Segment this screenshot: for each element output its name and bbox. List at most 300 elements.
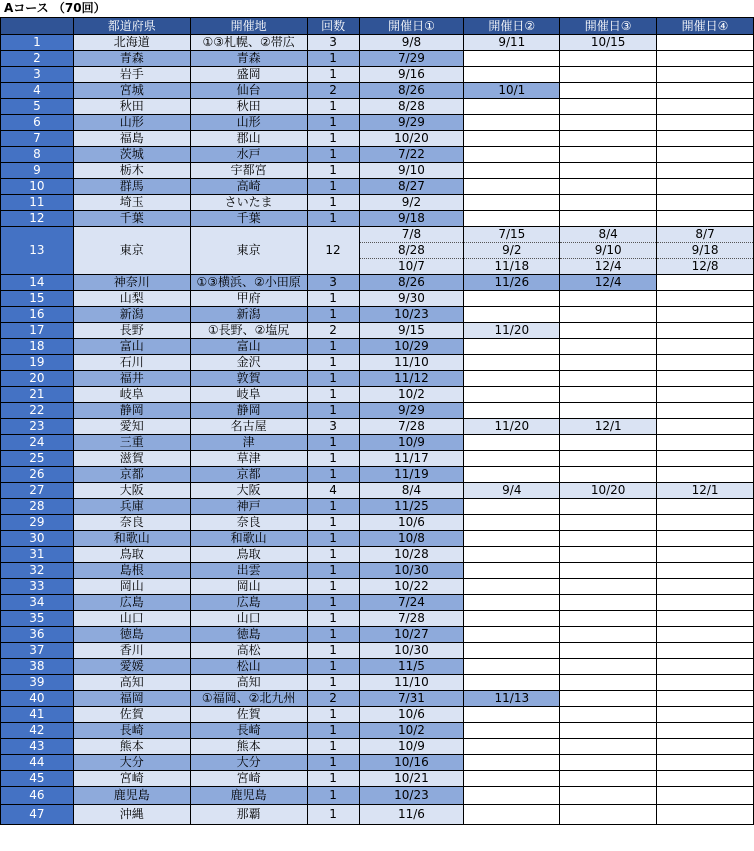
date-4-cell: [657, 755, 754, 771]
date-4-cell: [657, 595, 754, 611]
venue-cell: ①③横浜、②小田原: [190, 275, 307, 291]
date-3-cell: [560, 435, 657, 451]
date-2-cell: 11/13: [464, 691, 560, 707]
venue-cell: 徳島: [190, 627, 307, 643]
date-1-cell: 10/16: [359, 755, 464, 771]
prefecture-cell: 岐阜: [73, 387, 190, 403]
date-2-cell: [464, 195, 560, 211]
page-title: Aコース （70回）: [4, 1, 106, 15]
prefecture-cell: 新潟: [73, 307, 190, 323]
date-4-cell: [657, 611, 754, 627]
row-number: 22: [1, 403, 74, 419]
date-1-cell: 8/28: [359, 99, 464, 115]
prefecture-cell: 福井: [73, 371, 190, 387]
venue-cell: 山口: [190, 611, 307, 627]
header-venue: 開催地: [190, 18, 307, 35]
date-1-cell: 11/12: [359, 371, 464, 387]
table-row: [1, 387, 754, 403]
date-4-cell: [657, 51, 754, 67]
row-number: 41: [1, 707, 74, 723]
header-date-3: 開催日③: [560, 18, 657, 35]
count-cell: 1: [307, 579, 359, 595]
date-2-cell: [464, 771, 560, 787]
row-number: 28: [1, 499, 74, 515]
date-4-cell: [657, 131, 754, 147]
date-3-cell: [560, 579, 657, 595]
date-3-cell: [560, 659, 657, 675]
date-1-cell: 10/6: [359, 515, 464, 531]
date-2-cell: [464, 643, 560, 659]
row-number: 21: [1, 387, 74, 403]
date-3-cell: [560, 451, 657, 467]
date-4-cell: [657, 723, 754, 739]
date-1-cell: 8/26: [359, 275, 464, 291]
date-entry: 7/8: [360, 227, 464, 243]
date-4-cell: [657, 115, 754, 131]
table-row: [1, 723, 754, 739]
count-cell: 1: [307, 291, 359, 307]
row-number: 3: [1, 67, 74, 83]
venue-cell: 京都: [190, 467, 307, 483]
row-number: 27: [1, 483, 74, 499]
date-1-cell: 11/17: [359, 451, 464, 467]
table-row: [1, 483, 754, 499]
venue-cell: ①長野、②塩尻: [190, 323, 307, 339]
date-4-cell: [657, 67, 754, 83]
date-2-cell: [464, 467, 560, 483]
header-prefecture: 都道府県: [73, 18, 190, 35]
date-3-cell: [560, 323, 657, 339]
date-4-cell: [657, 35, 754, 51]
date-entry: 9/2: [464, 243, 559, 259]
date-3-cell: [560, 755, 657, 771]
row-number: 19: [1, 355, 74, 371]
date-entry: 8/28: [360, 243, 464, 259]
venue-cell: 松山: [190, 659, 307, 675]
date-3-cell: [560, 467, 657, 483]
date-2-cell: [464, 611, 560, 627]
date-2-cell: [464, 211, 560, 227]
prefecture-cell: 青森: [73, 51, 190, 67]
row-number: 23: [1, 419, 74, 435]
row-number: 6: [1, 115, 74, 131]
prefecture-cell: 群馬: [73, 179, 190, 195]
venue-cell: 敦賀: [190, 371, 307, 387]
count-cell: 1: [307, 131, 359, 147]
date-4-cell: [657, 675, 754, 691]
row-number: 15: [1, 291, 74, 307]
date-1-cell: 9/10: [359, 163, 464, 179]
table-row: [1, 515, 754, 531]
date-3-cell: [560, 179, 657, 195]
prefecture-cell: 宮城: [73, 83, 190, 99]
prefecture-cell: 島根: [73, 563, 190, 579]
date-2-cell: [464, 51, 560, 67]
date-1-cell: 10/22: [359, 579, 464, 595]
row-number: 17: [1, 323, 74, 339]
count-cell: 1: [307, 739, 359, 755]
row-number: 16: [1, 307, 74, 323]
count-cell: 2: [307, 83, 359, 99]
date-3-cell: [560, 611, 657, 627]
row-number: 40: [1, 691, 74, 707]
table-row: [1, 643, 754, 659]
date-1-cell: 9/8: [359, 35, 464, 51]
prefecture-cell: 茨城: [73, 147, 190, 163]
date-2-cell: [464, 595, 560, 611]
venue-cell: 宮崎: [190, 771, 307, 787]
date-2-cell: [464, 147, 560, 163]
venue-cell: 佐賀: [190, 707, 307, 723]
row-number: 46: [1, 787, 74, 805]
table-row: [1, 771, 754, 787]
date-2-cell: 11/20: [464, 323, 560, 339]
prefecture-cell: 山形: [73, 115, 190, 131]
table-row: [1, 147, 754, 163]
date-4-cell: 12/1: [657, 483, 754, 499]
date-4-cell: [657, 547, 754, 563]
count-cell: 1: [307, 515, 359, 531]
date-2-cell: [464, 805, 560, 825]
venue-cell: ①③札幌、②帯広: [190, 35, 307, 51]
date-3-cell: [560, 227, 657, 275]
date-1-cell: 7/28: [359, 611, 464, 627]
date-4-cell: [657, 787, 754, 805]
venue-cell: 郡山: [190, 131, 307, 147]
date-entry: 8/4: [560, 227, 656, 243]
venue-cell: 千葉: [190, 211, 307, 227]
date-2-cell: [464, 451, 560, 467]
count-cell: 1: [307, 451, 359, 467]
prefecture-cell: 石川: [73, 355, 190, 371]
venue-cell: 山形: [190, 115, 307, 131]
date-1-cell: 8/4: [359, 483, 464, 499]
count-cell: 1: [307, 179, 359, 195]
date-2-cell: [464, 403, 560, 419]
date-3-cell: 10/20: [560, 483, 657, 499]
venue-cell: 新潟: [190, 307, 307, 323]
row-number: 30: [1, 531, 74, 547]
table-row: [1, 307, 754, 323]
date-4-cell: [657, 659, 754, 675]
date-2-cell: [464, 67, 560, 83]
table-row: [1, 611, 754, 627]
date-2-cell: [464, 515, 560, 531]
date-2-cell: [464, 659, 560, 675]
date-3-cell: [560, 147, 657, 163]
date-4-cell: [657, 339, 754, 355]
row-number: 38: [1, 659, 74, 675]
date-2-cell: [464, 435, 560, 451]
date-4-cell: [657, 227, 754, 275]
date-3-cell: 12/1: [560, 419, 657, 435]
prefecture-cell: 徳島: [73, 627, 190, 643]
date-4-cell: [657, 531, 754, 547]
date-1-cell: 8/27: [359, 179, 464, 195]
table-row: [1, 211, 754, 227]
table-row: [1, 547, 754, 563]
date-3-cell: [560, 51, 657, 67]
date-2-cell: [464, 499, 560, 515]
date-4-cell: [657, 805, 754, 825]
date-4-cell: [657, 307, 754, 323]
date-1-cell: 9/15: [359, 323, 464, 339]
prefecture-cell: 北海道: [73, 35, 190, 51]
date-1-cell: 7/24: [359, 595, 464, 611]
prefecture-cell: 愛知: [73, 419, 190, 435]
date-1-cell: 11/5: [359, 659, 464, 675]
date-entry: 8/7: [657, 227, 753, 243]
table-row: [1, 451, 754, 467]
venue-cell: 熊本: [190, 739, 307, 755]
prefecture-cell: 長野: [73, 323, 190, 339]
count-cell: 1: [307, 643, 359, 659]
date-1-cell: 11/10: [359, 675, 464, 691]
table-row: [1, 435, 754, 451]
date-3-cell: [560, 163, 657, 179]
date-1-cell: 9/16: [359, 67, 464, 83]
table-row: [1, 419, 754, 435]
date-1-cell: 10/23: [359, 307, 464, 323]
venue-cell: 岐阜: [190, 387, 307, 403]
date-1-cell: [359, 227, 464, 275]
date-entry: 7/15: [464, 227, 559, 243]
table-row: [1, 163, 754, 179]
prefecture-cell: 大阪: [73, 483, 190, 499]
table-row: [1, 805, 754, 825]
prefecture-cell: 香川: [73, 643, 190, 659]
prefecture-cell: 広島: [73, 595, 190, 611]
count-cell: 1: [307, 67, 359, 83]
date-2-cell: 9/4: [464, 483, 560, 499]
count-cell: 3: [307, 419, 359, 435]
venue-cell: 大阪: [190, 483, 307, 499]
date-1-cell: 7/31: [359, 691, 464, 707]
venue-cell: 大分: [190, 755, 307, 771]
date-1-cell: 9/29: [359, 403, 464, 419]
count-cell: 1: [307, 723, 359, 739]
row-number: 42: [1, 723, 74, 739]
venue-cell: ①福岡、②北九州: [190, 691, 307, 707]
venue-cell: さいたま: [190, 195, 307, 211]
count-cell: 2: [307, 323, 359, 339]
venue-cell: 長崎: [190, 723, 307, 739]
date-4-cell: [657, 163, 754, 179]
count-cell: 1: [307, 771, 359, 787]
row-number: 24: [1, 435, 74, 451]
count-cell: 1: [307, 371, 359, 387]
date-2-cell: [464, 387, 560, 403]
count-cell: 3: [307, 275, 359, 291]
date-1-cell: 10/23: [359, 787, 464, 805]
header-count: 回数: [307, 18, 359, 35]
row-number: 34: [1, 595, 74, 611]
row-number: 47: [1, 805, 74, 825]
date-1-cell: 9/2: [359, 195, 464, 211]
date-4-cell: [657, 371, 754, 387]
prefecture-cell: 滋賀: [73, 451, 190, 467]
count-cell: 1: [307, 339, 359, 355]
date-2-cell: [464, 563, 560, 579]
prefecture-cell: 三重: [73, 435, 190, 451]
row-number: 20: [1, 371, 74, 387]
date-4-cell: [657, 691, 754, 707]
date-1-cell: 10/2: [359, 723, 464, 739]
row-number: 5: [1, 99, 74, 115]
prefecture-cell: 千葉: [73, 211, 190, 227]
prefecture-cell: 富山: [73, 339, 190, 355]
venue-cell: 高松: [190, 643, 307, 659]
date-1-cell: 9/30: [359, 291, 464, 307]
date-4-cell: [657, 99, 754, 115]
table-row: [1, 115, 754, 131]
date-1-cell: 10/30: [359, 563, 464, 579]
date-2-cell: [464, 227, 560, 275]
row-number: 11: [1, 195, 74, 211]
venue-cell: 東京: [190, 227, 307, 275]
date-3-cell: [560, 643, 657, 659]
date-3-cell: [560, 339, 657, 355]
row-number: 12: [1, 211, 74, 227]
date-2-cell: [464, 163, 560, 179]
prefecture-cell: 山口: [73, 611, 190, 627]
count-cell: 1: [307, 195, 359, 211]
date-3-cell: [560, 805, 657, 825]
date-1-cell: 10/9: [359, 739, 464, 755]
count-cell: 1: [307, 531, 359, 547]
table-row: [1, 131, 754, 147]
date-3-cell: [560, 531, 657, 547]
date-1-cell: 10/27: [359, 627, 464, 643]
date-4-cell: [657, 771, 754, 787]
date-4-cell: [657, 435, 754, 451]
table-row: [1, 83, 754, 99]
date-1-cell: 11/10: [359, 355, 464, 371]
date-3-cell: [560, 371, 657, 387]
table-row: [1, 275, 754, 291]
date-4-cell: [657, 627, 754, 643]
date-2-cell: [464, 579, 560, 595]
prefecture-cell: 熊本: [73, 739, 190, 755]
date-4-cell: [657, 195, 754, 211]
date-1-cell: 10/2: [359, 387, 464, 403]
date-2-cell: [464, 675, 560, 691]
schedule-table: [0, 17, 754, 825]
row-number: 36: [1, 627, 74, 643]
date-3-cell: [560, 115, 657, 131]
count-cell: 1: [307, 115, 359, 131]
count-cell: 1: [307, 499, 359, 515]
date-4-cell: [657, 179, 754, 195]
count-cell: 1: [307, 595, 359, 611]
prefecture-cell: 沖縄: [73, 805, 190, 825]
venue-cell: 名古屋: [190, 419, 307, 435]
prefecture-cell: 和歌山: [73, 531, 190, 547]
venue-cell: 出雲: [190, 563, 307, 579]
count-cell: 1: [307, 467, 359, 483]
date-1-cell: 10/30: [359, 643, 464, 659]
date-4-cell: [657, 275, 754, 291]
row-number: 45: [1, 771, 74, 787]
prefecture-cell: 栃木: [73, 163, 190, 179]
date-3-cell: [560, 291, 657, 307]
date-4-cell: [657, 563, 754, 579]
date-1-cell: 9/29: [359, 115, 464, 131]
count-cell: 1: [307, 627, 359, 643]
date-2-cell: 10/1: [464, 83, 560, 99]
count-cell: 1: [307, 611, 359, 627]
header-date-2: 開催日②: [464, 18, 560, 35]
count-cell: 1: [307, 211, 359, 227]
venue-cell: 盛岡: [190, 67, 307, 83]
date-1-cell: 10/29: [359, 339, 464, 355]
table-row: [1, 195, 754, 211]
date-2-cell: [464, 707, 560, 723]
table-row: [1, 499, 754, 515]
prefecture-cell: 福岡: [73, 691, 190, 707]
header-date-1: 開催日①: [359, 18, 464, 35]
date-4-cell: [657, 403, 754, 419]
date-3-cell: [560, 595, 657, 611]
date-4-cell: [657, 515, 754, 531]
date-3-cell: [560, 99, 657, 115]
prefecture-cell: 佐賀: [73, 707, 190, 723]
table-row: [1, 467, 754, 483]
date-4-cell: [657, 643, 754, 659]
table-row: [1, 323, 754, 339]
table-row: [1, 531, 754, 547]
prefecture-cell: 大分: [73, 755, 190, 771]
prefecture-cell: 奈良: [73, 515, 190, 531]
date-2-cell: [464, 339, 560, 355]
row-number: 7: [1, 131, 74, 147]
date-2-cell: [464, 723, 560, 739]
date-2-cell: [464, 355, 560, 371]
table-row: [1, 355, 754, 371]
row-number: 14: [1, 275, 74, 291]
prefecture-cell: 福島: [73, 131, 190, 147]
count-cell: 2: [307, 691, 359, 707]
table-row: [1, 563, 754, 579]
date-2-cell: 9/11: [464, 35, 560, 51]
prefecture-cell: 愛媛: [73, 659, 190, 675]
date-entry: 10/7: [397, 259, 425, 273]
table-row: [1, 627, 754, 643]
table-row: [1, 51, 754, 67]
row-number: 35: [1, 611, 74, 627]
date-1-cell: 10/20: [359, 131, 464, 147]
venue-cell: 高知: [190, 675, 307, 691]
table-row: [1, 99, 754, 115]
date-1-cell: 10/9: [359, 435, 464, 451]
venue-cell: 岡山: [190, 579, 307, 595]
date-3-cell: [560, 67, 657, 83]
table-row: [1, 371, 754, 387]
prefecture-cell: 東京: [73, 227, 190, 275]
venue-cell: 秋田: [190, 99, 307, 115]
table-row: [1, 227, 754, 275]
table-row: [1, 755, 754, 771]
date-entry: 9/10: [560, 243, 656, 259]
table-row: [1, 291, 754, 307]
venue-cell: 広島: [190, 595, 307, 611]
prefecture-cell: 埼玉: [73, 195, 190, 211]
date-4-cell: [657, 499, 754, 515]
date-1-cell: 11/19: [359, 467, 464, 483]
date-2-cell: [464, 115, 560, 131]
prefecture-cell: 岡山: [73, 579, 190, 595]
count-cell: 1: [307, 403, 359, 419]
